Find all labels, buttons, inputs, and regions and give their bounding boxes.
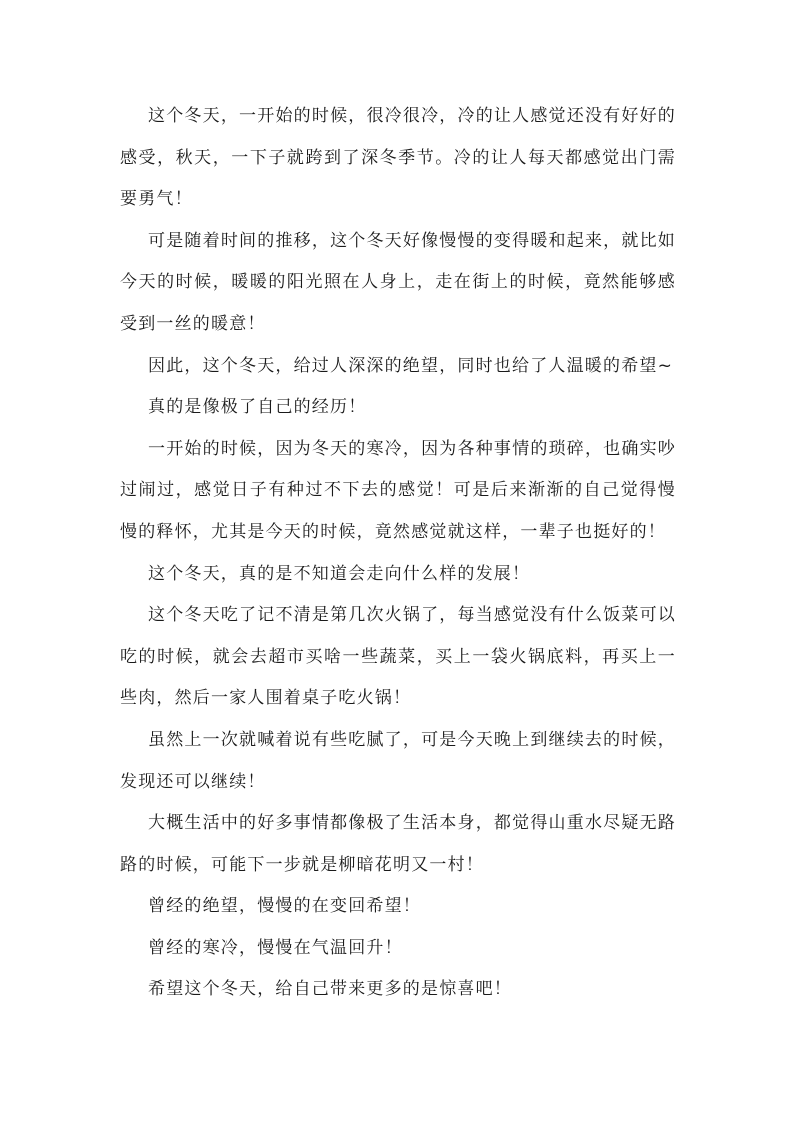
paragraph: 虽然上一次就喊着说有些吃腻了，可是今天晚上到继续去的时候，发现还可以继续！ — [120, 729, 676, 792]
paragraph: 曾经的寒冷，慢慢在气温回升！ — [148, 937, 403, 958]
paragraph: 这个冬天，真的是不知道会走向什么样的发展！ — [148, 563, 531, 584]
paragraph: 一开始的时候，因为冬天的寒冷，因为各种事情的琐碎，也确实吵过闹过，感觉日子有种过不下去的感觉！可是后来渐渐的自己觉得慢慢的释怀，尤其是今天的时候，竟然感觉就这样，一辈子也挺好的！ — [120, 438, 676, 542]
paragraph: 可是随着时间的推移，这个冬天好像慢慢的变得暖和起来，就比如今天的时候，暖暖的阳光照在人身上，走在街上的时候，竟然能够感受到一丝的暖意！ — [120, 230, 676, 334]
paragraph: 因此，这个冬天，给过人深深的绝望，同时也给了人温暖的希望~ — [148, 355, 674, 376]
paragraph: 这个冬天，一开始的时候，很冷很冷，冷的让人感觉还没有好好的感受，秋天，一下子就跨到了深冬季节。冷的让人每天都感觉出门需要勇气！ — [120, 106, 676, 210]
document-body — [120, 96, 676, 1011]
paragraph: 曾经的绝望，慢慢的在变回希望！ — [148, 896, 421, 917]
paragraph: 真的是像极了自己的经历！ — [148, 397, 367, 418]
paragraph: 希望这个冬天，给自己带来更多的是惊喜吧！ — [148, 979, 512, 1000]
paragraph: 大概生活中的好多事情都像极了生活本身，都觉得山重水尽疑无路路的时候，可能下一步就是柳暗花明又一村！ — [120, 813, 676, 875]
paragraph: 这个冬天吃了记不清是第几次火锅了，每当感觉没有什么饭菜可以吃的时候，就会去超市买啥一些蔬菜，买上一袋火锅底料，再买上一些肉，然后一家人围着桌子吃火锅！ — [120, 605, 676, 709]
